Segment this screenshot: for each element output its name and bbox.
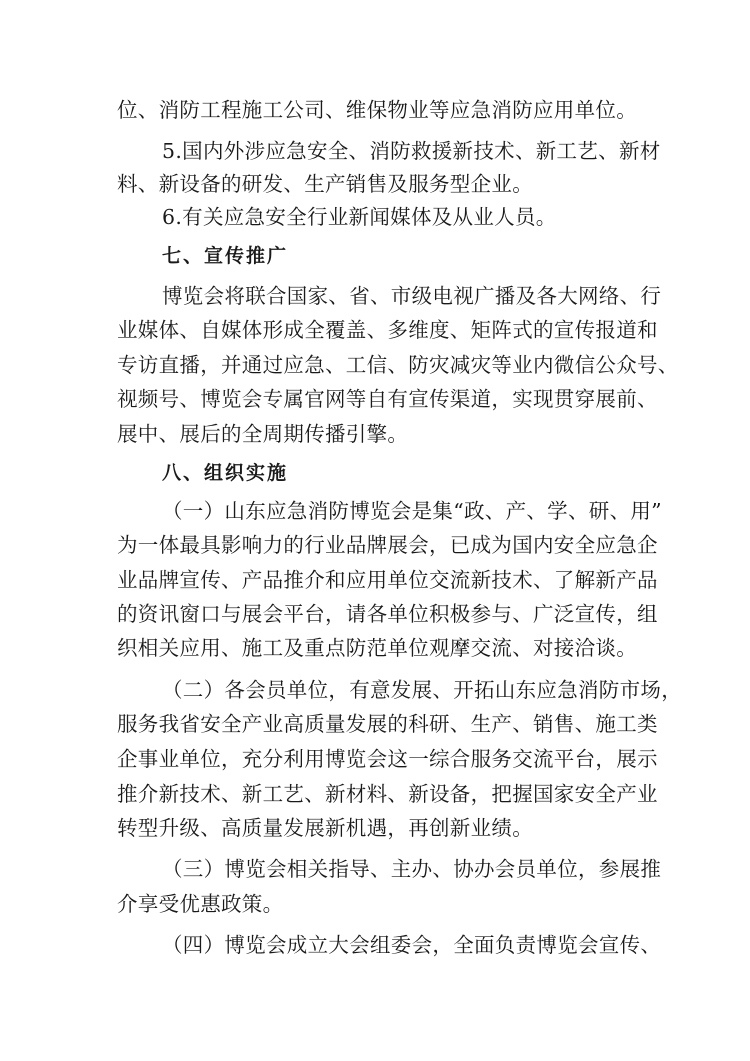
text-line: 业媒体、自媒体形成全覆盖、多维度、矩阵式的宣传报道和 <box>117 318 658 342</box>
text-line: 织相关应用、施工及重点防范单位观摩交流、对接洽谈。 <box>117 636 637 660</box>
text-line: 服务我省安全产业高质量发展的科研、生产、销售、施工类 <box>117 712 658 736</box>
section-heading-publicity: 七、宣传推广 <box>162 245 289 267</box>
section-heading-implementation: 八、组织实施 <box>162 462 289 484</box>
text-line: （二）各会员单位，有意发展、开拓山东应急消防市场， <box>162 678 682 702</box>
text-line: 展中、展后的全周期传播引擎。 <box>117 422 409 446</box>
text-line: 视频号、博览会专属官网等自有宣传渠道，实现贯穿展前、 <box>117 387 658 411</box>
text-line: 博览会将联合国家、省、市级电视广播及各大网络、行 <box>162 284 662 308</box>
text-line: 介享受优惠政策。 <box>117 892 284 916</box>
text-line: （三）博览会相关指导、主办、协办会员单位，参展推 <box>162 857 662 881</box>
text-line: 业品牌宣传、产品推介和应用单位交流新技术、了解新产品 <box>117 568 658 592</box>
text-line: 为一体最具影响力的行业品牌展会，已成为国内安全应急企 <box>117 533 658 557</box>
text-line: 位、消防工程施工公司、维保物业等应急消防应用单位。 <box>117 98 637 122</box>
text-line: 企事业单位，充分利用博览会这一综合服务交流平台，展示 <box>117 747 658 771</box>
text-line: 推介新技术、新工艺、新材料、新设备，把握国家安全产业 <box>117 782 658 806</box>
text-line: （四）博览会成立大会组委会，全面负责博览会宣传、 <box>162 933 662 957</box>
text-line: 的资讯窗口与展会平台，请各单位积极参与、广泛宣传，组 <box>117 602 658 626</box>
text-line: 料、新设备的研发、生产销售及服务型企业。 <box>117 172 533 196</box>
text-line: 6.有关应急安全行业新闻媒体及从业人员。 <box>162 205 557 229</box>
text-line: 转型升级、高质量发展新机遇，再创新业绩。 <box>117 816 533 840</box>
text-line: 5.国内外涉应急安全、消防救援新技术、新工艺、新材 <box>162 139 661 163</box>
text-line: 专访直播，并通过应急、工信、防灾减灾等业内微信公众号、 <box>117 353 679 377</box>
text-line: （一）山东应急消防博览会是集“政、产、学、研、用” <box>162 499 662 523</box>
